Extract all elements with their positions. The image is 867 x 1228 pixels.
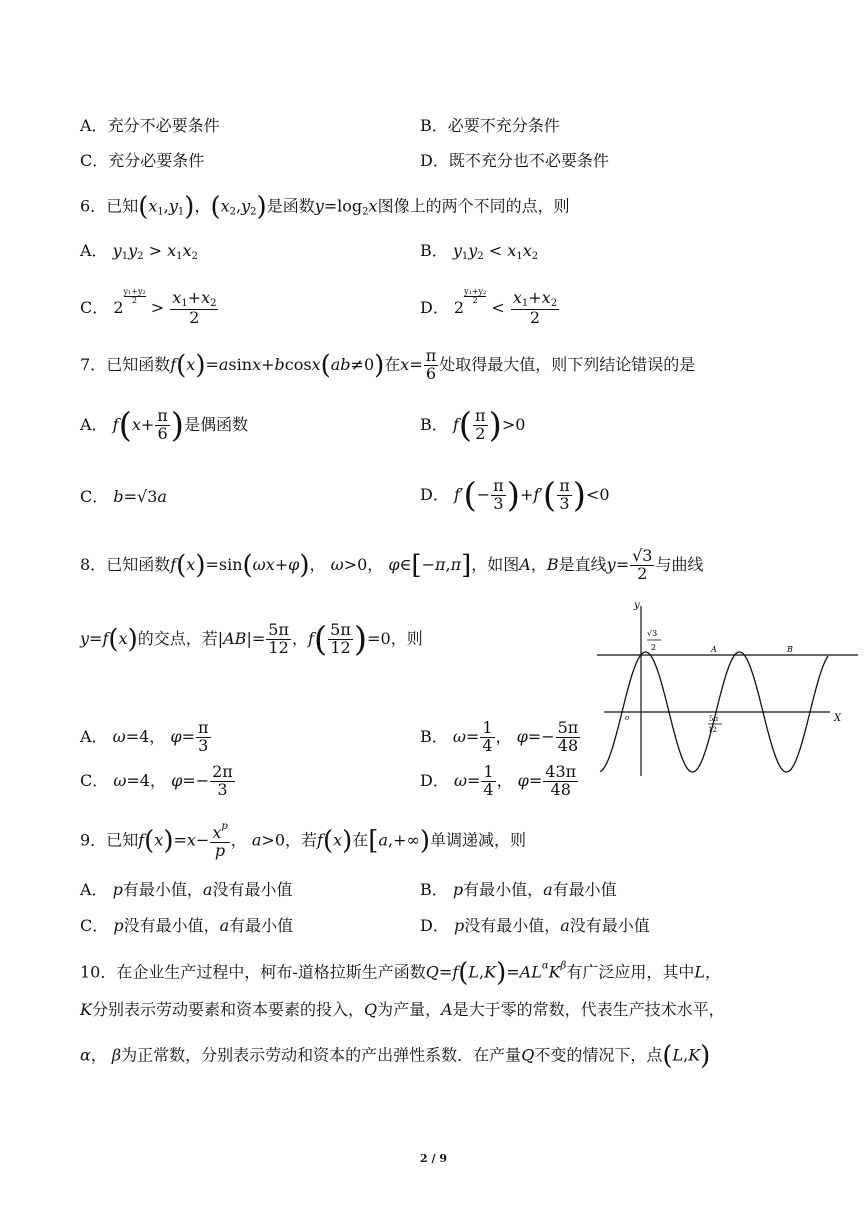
q10-stem-line2: K分别表示劳动要素和资本要素的投入，Q为产量，A是大于零的常数，代表生产技术水平， [80, 1000, 725, 1019]
q7-option-d: D． f′(− $\frac{\pi}{3}$ )+f′( $\frac{\pi}{3}$ )<0 [420, 475, 610, 516]
q10-stem-line3: α， β为正常数，分别表示劳动和资本的产出弹性系数．在产量Q不变的情况下，点(L,K) [80, 1041, 711, 1071]
page-number: 2 / 9 [420, 1152, 447, 1165]
q5-option-c: C．充分必要条件 [80, 151, 205, 170]
q7-option-b: B． f( $\frac{\pi}{2}$ )>0 [420, 405, 526, 446]
q8-stem-line1: 8．已知函数f(x)=sin(ωx+φ)， ω>0， φ∈[−π,π]，如图A，B是直线y= $\frac{√3}{2}$ 与曲线 [80, 546, 704, 583]
q7-stem: 7．已知函数f(x)=asinx+bcosx(ab≠0)在x= $\frac{\pi}{6}$ 处取得最大值，则下列结论错误的是 [80, 346, 696, 383]
q6-option-b: B． $y_1y_2 < x_1x_2$ [420, 241, 539, 262]
q6-option-a: A． $y_1y_2 > x_1x_2$ [80, 241, 198, 262]
q6-option-d: D． 2 $\frac{\text{y₁+y₂}}{2}$ < $\frac{x_1+x_2}{2}$ [420, 287, 558, 328]
q5-option-a: A．充分不必要条件 [80, 116, 220, 135]
tick-5pi-num: 5π [709, 715, 719, 723]
q5-option-b: B．必要不充分条件 [420, 116, 560, 135]
y-axis-label: y [634, 600, 640, 611]
q8-option-c: C． ω=4， φ=− $\frac{2\pi}{3}$ [80, 762, 233, 799]
q8-option-a: A． ω=4， φ= $\frac{\pi}{3}$ [80, 718, 209, 755]
tick-5pi-den: 12 [708, 726, 717, 734]
x-axis-label: X [834, 713, 842, 724]
sqrt3-den-label: 2 [651, 643, 657, 652]
point-b-label: B [787, 645, 793, 654]
origin-label: o [625, 714, 630, 722]
q9-stem: 9．已知f(x)=x− $\frac{x^p}{p}$ ， a>0，若f(x)在[a,+∞)单调递减，则 [80, 821, 526, 860]
q9-option-c: C． p没有最小值，a有最小值 [80, 916, 294, 935]
sqrt3-label: √3 [647, 629, 658, 638]
q9-option-d: D． p没有最小值，a没有最小值 [420, 916, 650, 935]
q10-stem-line1: 10．在企业生产过程中，柯布-道格拉斯生产函数$Q=f(L,K)=AL^\alpha K^\beta$有广泛应用，其中L， [80, 958, 721, 988]
point-a-label: A [711, 645, 717, 654]
q8-option-b: B． ω= $\frac{1}{4}$ ， φ=− $\frac{5\pi}{48}$ [420, 718, 579, 755]
q9-option-a: A． p有最小值，a没有最小值 [80, 880, 293, 899]
q6-stem: 6．已知$(x_1,y_1)$，$(x_2,y_2)$是函数$y=\log_2x$图像上的两个不同的点，则 [80, 192, 570, 222]
q7-option-c: C． b=√3a [80, 487, 167, 506]
q9-option-b: B． p有最小值，a有最小值 [420, 880, 617, 899]
q8-sine-graph [592, 598, 858, 780]
q6-option-c: C． 2 $\frac{\text{y₁+y₂}}{2}$ > $\frac{x_1+x_2}{2}$ [80, 287, 217, 328]
q5-option-d: D．既不充分也不必要条件 [420, 151, 609, 170]
q7-option-a: A． f(x+ $\frac{\pi}{6}$ )是偶函数 [80, 405, 249, 446]
q8-option-d: D． ω= $\frac{1}{4}$ ， φ= $\frac{43\pi}{48}$ [420, 762, 577, 799]
q8-stem-line2: y=f(x)的交点，若|AB|= $\frac{5\pi}{12}$ ，f( $\frac{5\pi}{12}$ )=0，则 [80, 619, 423, 660]
